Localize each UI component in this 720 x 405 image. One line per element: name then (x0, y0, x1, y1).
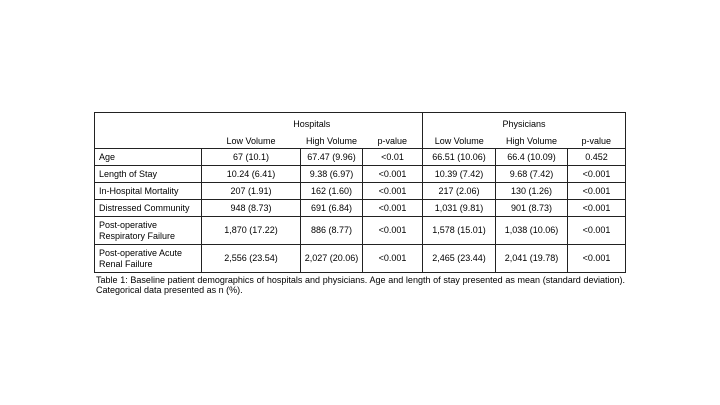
col-header-hospitals-p-value: p-value (377, 136, 408, 146)
col-header-hospitals-low-volume: Low Volume (226, 136, 276, 146)
col-header-hospitals-high-volume: High Volume (305, 136, 358, 146)
row-label: Post-operative Respiratory Failure (95, 217, 202, 245)
row-label: Age (95, 149, 202, 166)
row-label: Length of Stay (95, 166, 202, 183)
table-cell: 10.39 (7.42) (423, 166, 496, 183)
demographics-table (94, 112, 626, 273)
table-cell: 9.38 (6.97) (301, 166, 363, 183)
table-row-in-hospital-mortality (95, 183, 626, 200)
table-cell: 691 (6.84) (301, 200, 363, 217)
table-cell: 2,027 (20.06) (301, 245, 363, 273)
table-cell: 2,041 (19.78) (496, 245, 568, 273)
table-cell: <0.001 (363, 166, 423, 183)
table-cell: 9.68 (7.42) (496, 166, 568, 183)
table-cell: <0.001 (363, 245, 423, 273)
table-caption: Table 1: Baseline patient demographics of hospitals and physicians. Age and length of stay presented as mean (standard deviation). Categorical data presented as n (%). (96, 275, 625, 296)
table-cell: 66.51 (10.06) (423, 149, 496, 166)
table-cell: <0.001 (568, 200, 626, 217)
table-cell: 0.452 (568, 149, 626, 166)
table-cell: 1,031 (9.81) (423, 200, 496, 217)
table-cell: <0.001 (363, 217, 423, 245)
table-cell: 162 (1.60) (301, 183, 363, 200)
table-cell: 2,556 (23.54) (202, 245, 301, 273)
column-header-row (95, 134, 626, 149)
table-cell: <0.001 (363, 183, 423, 200)
demographics-table-container (94, 112, 626, 273)
table-cell: 207 (1.91) (202, 183, 301, 200)
group-header-row (95, 113, 626, 135)
table-row-length-of-stay (95, 166, 626, 183)
table-cell: 1,578 (15.01) (423, 217, 496, 245)
table-cell: 10.24 (6.41) (202, 166, 301, 183)
table-cell: 2,465 (23.44) (423, 245, 496, 273)
group-header-hospitals: Hospitals (293, 118, 331, 129)
group-header-physicians: Physicians (423, 113, 626, 135)
table-cell: <0.01 (363, 149, 423, 166)
table-header (95, 113, 626, 149)
table-row-postop-respiratory-failure (95, 217, 626, 245)
table-cell: 1,870 (17.22) (202, 217, 301, 245)
col-header-physicians-low-volume: Low Volume (423, 134, 496, 149)
table-cell: 130 (1.26) (496, 183, 568, 200)
corner-cell-2 (95, 134, 202, 149)
table-cell: 67.47 (9.96) (301, 149, 363, 166)
table-cell: <0.001 (568, 166, 626, 183)
corner-cell (95, 113, 202, 135)
table-cell: 948 (8.73) (202, 200, 301, 217)
table-cell: <0.001 (363, 200, 423, 217)
table-cell: 67 (10.1) (202, 149, 301, 166)
col-header-physicians-p-value: p-value (581, 136, 612, 146)
table-row-postop-acute-renal-failure (95, 245, 626, 273)
table-row-distressed-community (95, 200, 626, 217)
row-label: In-Hospital Mortality (95, 183, 202, 200)
table-cell: <0.001 (568, 217, 626, 245)
table-body (95, 149, 626, 273)
table-cell: 1,038 (10.06) (496, 217, 568, 245)
table-cell: 886 (8.77) (301, 217, 363, 245)
table-cell: 901 (8.73) (496, 200, 568, 217)
row-label: Post-operative Acute Renal Failure (95, 245, 202, 273)
row-label: Distressed Community (95, 200, 202, 217)
table-cell: 217 (2.06) (423, 183, 496, 200)
table-row-age (95, 149, 626, 166)
table-cell: <0.001 (568, 183, 626, 200)
col-header-physicians-high-volume: High Volume (506, 136, 558, 146)
table-cell: 66.4 (10.09) (496, 149, 568, 166)
table-cell: <0.001 (568, 245, 626, 273)
